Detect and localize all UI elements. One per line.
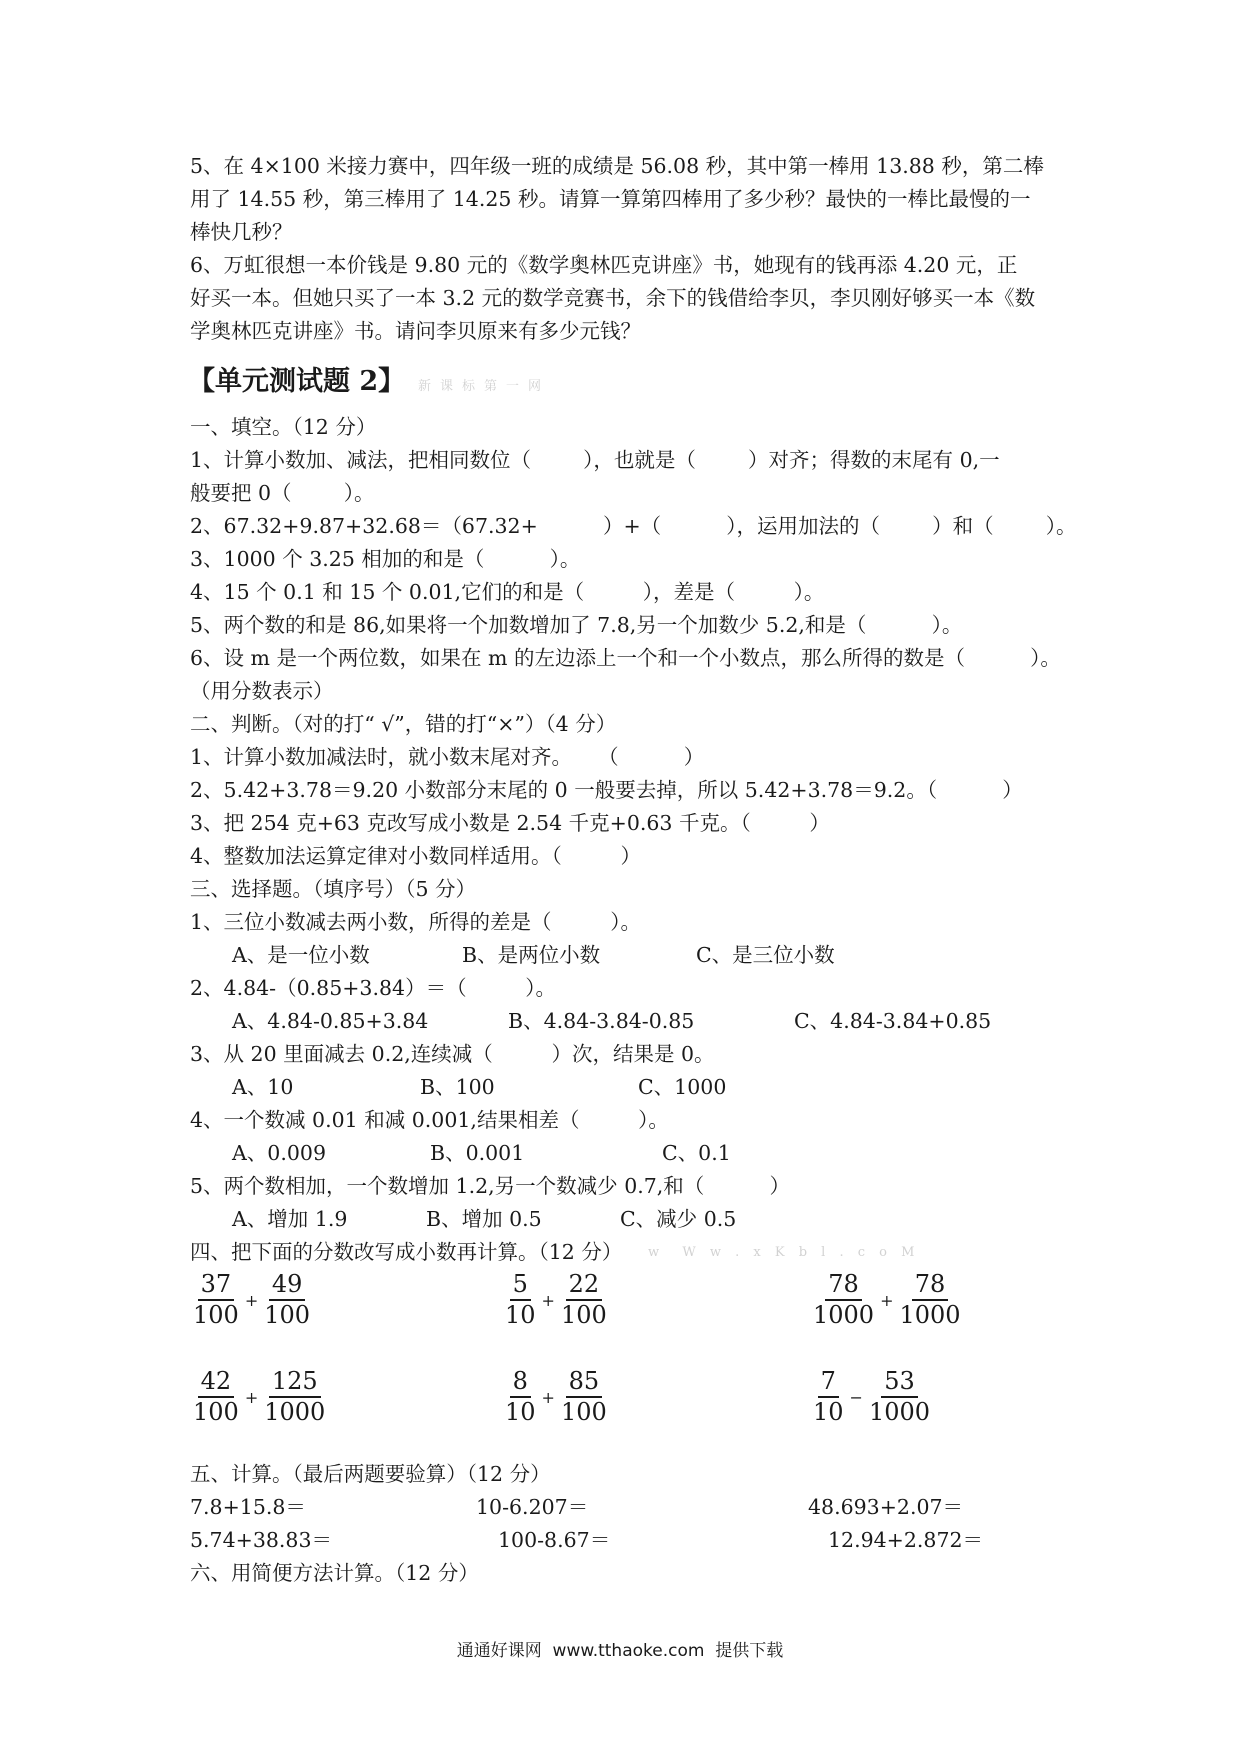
denominator: 100 [193, 1398, 239, 1426]
numerator: 5 [510, 1270, 531, 1301]
section-3-q5-option-c: C、减少 0.5 [620, 1207, 737, 1231]
section-1-q3: 3、1000 个 3.25 相加的和是（ ）。 [190, 547, 581, 571]
section-3-q1-option-b: B、是两位小数 [462, 943, 601, 967]
fraction [810, 1270, 877, 1330]
section-1-q5: 5、两个数的和是 86,如果将一个加数增加了 7.8,另一个加数少 5.2,和是（ ）。 [190, 613, 963, 637]
calc-item: 7.8+15.8＝ [190, 1495, 306, 1519]
section-1-q1-line-2: 般要把 0（ ）。 [190, 481, 375, 505]
fraction [190, 1367, 242, 1427]
section-2-heading: 二、判断。（对的打“ √”，错的打“×”）（4 分） [190, 712, 617, 736]
section-1-q2: 2、67.32+9.87+32.68＝（67.32+ ）+（ ），运用加法的（ ）和（ ）。 [190, 514, 1077, 538]
section-3-q3-option-c: C、1000 [638, 1075, 727, 1099]
section-1-q1-line-1: 1、计算小数加、减法，把相同数位（ ），也就是（ ）对齐；得数的末尾有 0,一 [190, 448, 1000, 472]
section-3-q5-option-a: A、增加 1.9 [232, 1207, 348, 1231]
section-3-q5-option-b: B、增加 0.5 [426, 1207, 542, 1231]
fraction [896, 1270, 963, 1330]
fraction-expression [502, 1362, 610, 1432]
problem-6-line-3: 学奥林匹克讲座》书。请问李贝原来有多少元钱？ [190, 319, 641, 343]
fraction [810, 1367, 847, 1427]
section-3-q3-option-b: B、100 [420, 1075, 495, 1099]
denominator: 100 [193, 1301, 239, 1329]
denominator: 1000 [813, 1301, 875, 1329]
numerator: 49 [269, 1270, 306, 1301]
operator: + [244, 1290, 259, 1310]
section-3-q4-stem: 4、一个数减 0.01 和减 0.001,结果相差（ ）。 [190, 1108, 669, 1132]
section-2-q4: 4、整数加法运算定律对小数同样适用。（ ） [190, 844, 641, 868]
section-2-q3: 3、把 254 克+63 克改写成小数是 2.54 千克+0.63 千克。（ ） [190, 811, 830, 835]
denominator: 1000 [868, 1398, 931, 1426]
section-3-q2-option-c: C、4.84-3.84+0.85 [794, 1009, 992, 1033]
problem-6-line-1: 6、万虹很想一本价钱是 9.80 元的《数学奥林匹克讲座》书，她现有的钱再添 4.20 元，正 [190, 253, 1018, 277]
section-1-q6-line-2: （用分数表示） [190, 679, 334, 703]
calc-item: 100-8.67＝ [498, 1528, 611, 1552]
fraction [190, 1270, 242, 1330]
denominator: 1000 [264, 1398, 326, 1426]
fraction-expression [502, 1265, 610, 1335]
watermark-url: w W w . x K b l . c o M [648, 1245, 920, 1260]
fraction [558, 1367, 610, 1427]
operator: + [880, 1290, 894, 1310]
section-1-q6-line-1: 6、设 m 是一个两位数，如果在 m 的左边添上一个和一个小数点，那么所得的数是（ ）。 [190, 646, 1061, 670]
numerator: 22 [566, 1270, 603, 1301]
numerator: 78 [912, 1270, 949, 1301]
problem-5-line-1: 5、在 4×100 米接力赛中，四年级一班的成绩是 56.08 秒，其中第一棒用 13.88 秒，第二棒 [190, 154, 1044, 178]
fraction [866, 1367, 933, 1427]
denominator: 10 [813, 1398, 844, 1426]
section-3-q3-option-a: A、10 [232, 1075, 294, 1099]
section-3-q4-option-b: B、0.001 [430, 1141, 525, 1165]
numerator: 37 [198, 1270, 235, 1301]
denominator: 10 [505, 1301, 536, 1329]
section-3-q1-stem: 1、三位小数减去两小数，所得的差是（ ）。 [190, 910, 641, 934]
operator: − [849, 1387, 863, 1407]
section-4-heading: 四、把下面的分数改写成小数再计算。（12 分） [190, 1240, 623, 1264]
numerator: 85 [566, 1367, 603, 1398]
fraction-row-1 [190, 1265, 1090, 1335]
numerator: 42 [198, 1367, 235, 1398]
fraction-expression [190, 1362, 328, 1432]
watermark-site-name: 新课标第一网 [418, 379, 551, 394]
denominator: 100 [560, 1398, 607, 1426]
page-footer: 通通好课网 www.tthaoke.com 提供下载 [456, 1641, 784, 1661]
numerator: 53 [881, 1367, 918, 1398]
fraction [261, 1270, 313, 1330]
section-3-q2-option-a: A、4.84-0.85+3.84 [232, 1009, 429, 1033]
operator: + [541, 1290, 555, 1310]
section-1-q4: 4、15 个 0.1 和 15 个 0.01,它们的和是（ ），差是（ ）。 [190, 580, 825, 604]
fraction [502, 1367, 539, 1427]
section-3-heading: 三、选择题。（填序号）（5 分） [190, 877, 477, 901]
fraction-expression [810, 1265, 964, 1335]
problem-5-line-3: 棒快几秒？ [190, 220, 293, 244]
section-3-q4-option-c: C、0.1 [662, 1141, 731, 1165]
section-2-q1: 1、计算小数加减法时，就小数末尾对齐。 （ ） [190, 745, 705, 769]
numerator: 78 [825, 1270, 862, 1301]
calc-item: 48.693+2.07＝ [808, 1495, 964, 1519]
fraction-expression [810, 1362, 933, 1432]
section-3-q1-option-c: C、是三位小数 [696, 943, 835, 967]
numerator: 7 [818, 1367, 839, 1398]
numerator: 125 [269, 1367, 321, 1398]
fraction [502, 1270, 539, 1330]
section-3-q5-stem: 5、两个数相加，一个数增加 1.2,另一个数减少 0.7,和（ ） [190, 1174, 790, 1198]
denominator: 1000 [899, 1301, 961, 1329]
denominator: 100 [264, 1301, 311, 1329]
operator: + [244, 1387, 259, 1407]
section-3-q4-option-a: A、0.009 [232, 1141, 326, 1165]
section-5-heading: 五、计算。（最后两题要验算）（12 分） [190, 1462, 551, 1486]
fraction-expression [190, 1265, 313, 1335]
fraction [261, 1367, 328, 1427]
denominator: 100 [560, 1301, 607, 1329]
denominator: 10 [505, 1398, 536, 1426]
calc-item: 5.74+38.83＝ [190, 1528, 333, 1552]
fraction-row-2 [190, 1362, 1090, 1432]
section-3-q2-stem: 2、4.84-（0.85+3.84）＝（ ）。 [190, 976, 556, 1000]
section-3-q1-option-a: A、是一位小数 [232, 943, 370, 967]
numerator: 8 [510, 1367, 531, 1398]
section-3-q3-stem: 3、从 20 里面减去 0.2,连续减（ ）次，结果是 0。 [190, 1042, 715, 1066]
calc-item: 10-6.207＝ [476, 1495, 589, 1519]
operator: + [541, 1387, 555, 1407]
fraction [558, 1270, 610, 1330]
unit-title: 【单元测试题 2】 [188, 366, 406, 397]
section-3-q2-option-b: B、4.84-3.84-0.85 [508, 1009, 695, 1033]
problem-5-line-2: 用了 14.55 秒，第三棒用了 14.25 秒。请算一算第四棒用了多少秒？最快的一棒比最慢的一 [190, 187, 1031, 211]
section-2-q2: 2、5.42+3.78＝9.20 小数部分末尾的 0 一般要去掉，所以 5.42+3.78＝9.2。（ ） [190, 778, 1023, 802]
problem-6-line-2: 好买一本。但她只买了一本 3.2 元的数学竞赛书，余下的钱借给李贝，李贝刚好够买一本《数 [190, 286, 1036, 310]
calc-item: 12.94+2.872＝ [828, 1528, 984, 1552]
section-1-heading: 一、填空。（12 分） [190, 415, 377, 439]
section-6-heading: 六、用简便方法计算。（12 分） [190, 1561, 479, 1585]
